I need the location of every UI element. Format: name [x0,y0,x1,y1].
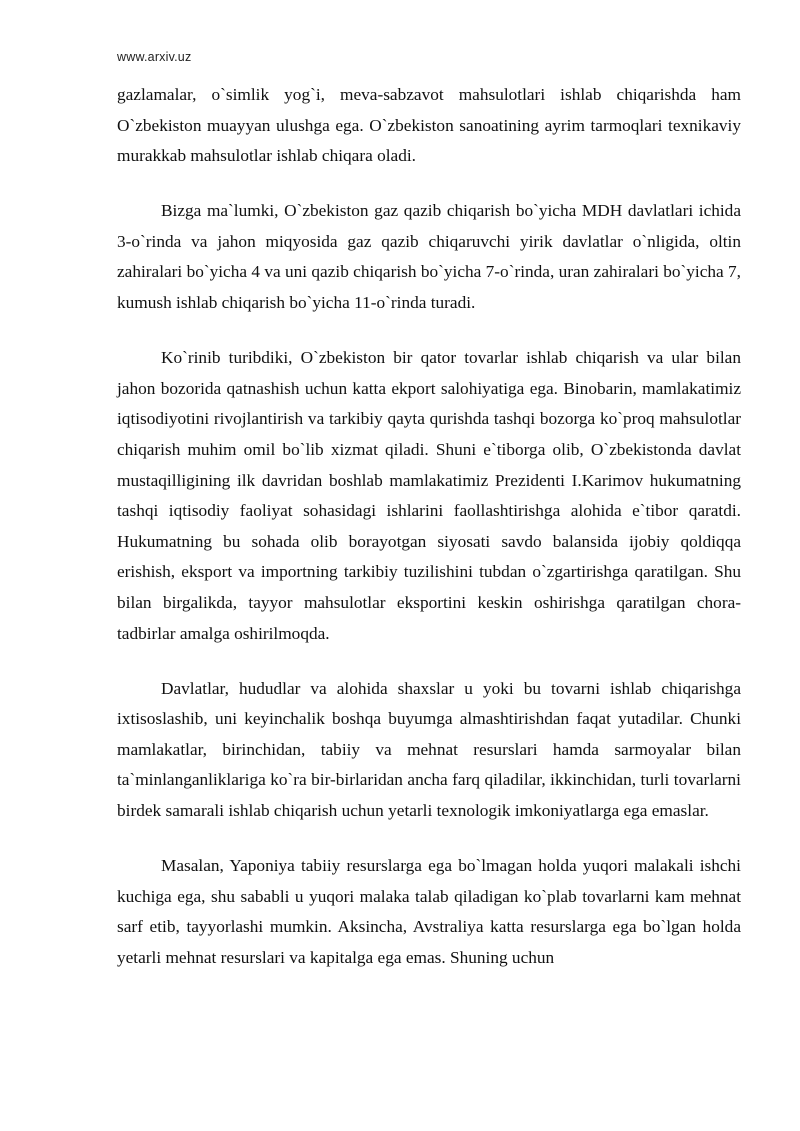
header-url: www.arxiv.uz [117,50,192,64]
paragraph-continuation: gazlamalar, o`simlik yog`i, meva-sabzavot mahsulotlari ishlab chiqarishda ham O`zbekiston muayyan ulushga ega. O`zbekiston sanoatining ayrim tarmoqlari texnikaviy murakkab mahsulotlar ishlab chiqara oladi. [117,85,741,166]
paragraph-specialization: Davlatlar, hududlar va alohida shaxslar u yoki bu tovarni ishlab chiqarishga ixtisoslashib, uni keyinchalik boshqa buyumga almashtirishdan faqat yutadilar. Chunki mamlakatlar, birinchidan, tabiiy va mehnat resurslari hamda sarmoyalar bilan ta`minlanganliklariga ko`ra bir-birlaridan ancha farq qiladilar, ikkinchidan, turli tovarlarni birdek samarali ishlab chiqarish uchun yetarli texnologik imkoniyatlarga ega emaslar. [117,678,741,820]
document-body [117,80,741,973]
paragraph-export-potential: Ko`rinib turibdiki, O`zbekiston bir qator tovarlar ishlab chiqarish va ular bilan jahon bozorida qatnashish uchun katta ekport salohiyatiga ega. Binobarin, mamlakatimiz iqtisodiyotini rivojlantirish va tarkibiy qayta qurishda tashqi bozorga ko`proq mahsulotlar chiqarish muhim omil bo`lib xizmat qiladi. Shuni e`tiborga olib, O`zbekistonda davlat mustaqilligining ilk davridan boshlab mamlakatimiz Prezidenti I.Karimov hukumatning tashqi iqtisodiy faoliyat sohasidagi ishlarini faollashtirishga alohida e`tibor qaratdi. Hukumatning bu sohada olib borayotgan siyosati savdo balansida ijobiy qoldiqqa erishish, eksport va importning tarkibiy tuzilishini tubdan o`zgartirishga qaratilgan. Shu bilan birgalikda, tayyor mahsulotlar eksportini keskin oshirishga qaratilgan chora-tadbirlar amalga oshirilmoqda. [117,348,741,643]
paragraph-gas-resources: Bizga ma`lumki, O`zbekiston gaz qazib chiqarish bo`yicha MDH davlatlari ichida 3-o`rinda va jahon miqyosida gaz qazib chiqaruvchi yirik davlatlar o`nligida, oltin zahiralari bo`yicha 4 va uni qazib chiqarish bo`yicha 7-o`rinda, uran zahiralari bo`yicha 7, kumush ishlab chiqarish bo`yicha 11-o`rinda turadi. [117,201,741,313]
paragraph-japan-australia: Masalan, Yaponiya tabiiy resurslarga ega bo`lmagan holda yuqori malakali ishchi kuchiga ega, shu sababli u yuqori malaka talab qiladigan ko`plab tovarlarni kam mehnat sarf etib, tayyorlashi mumkin. Aksincha, Avstraliya katta resurslarga ega bo`lgan holda yetarli mehnat resurslari va kapitalga ega emas. Shuning uchun [117,856,741,967]
